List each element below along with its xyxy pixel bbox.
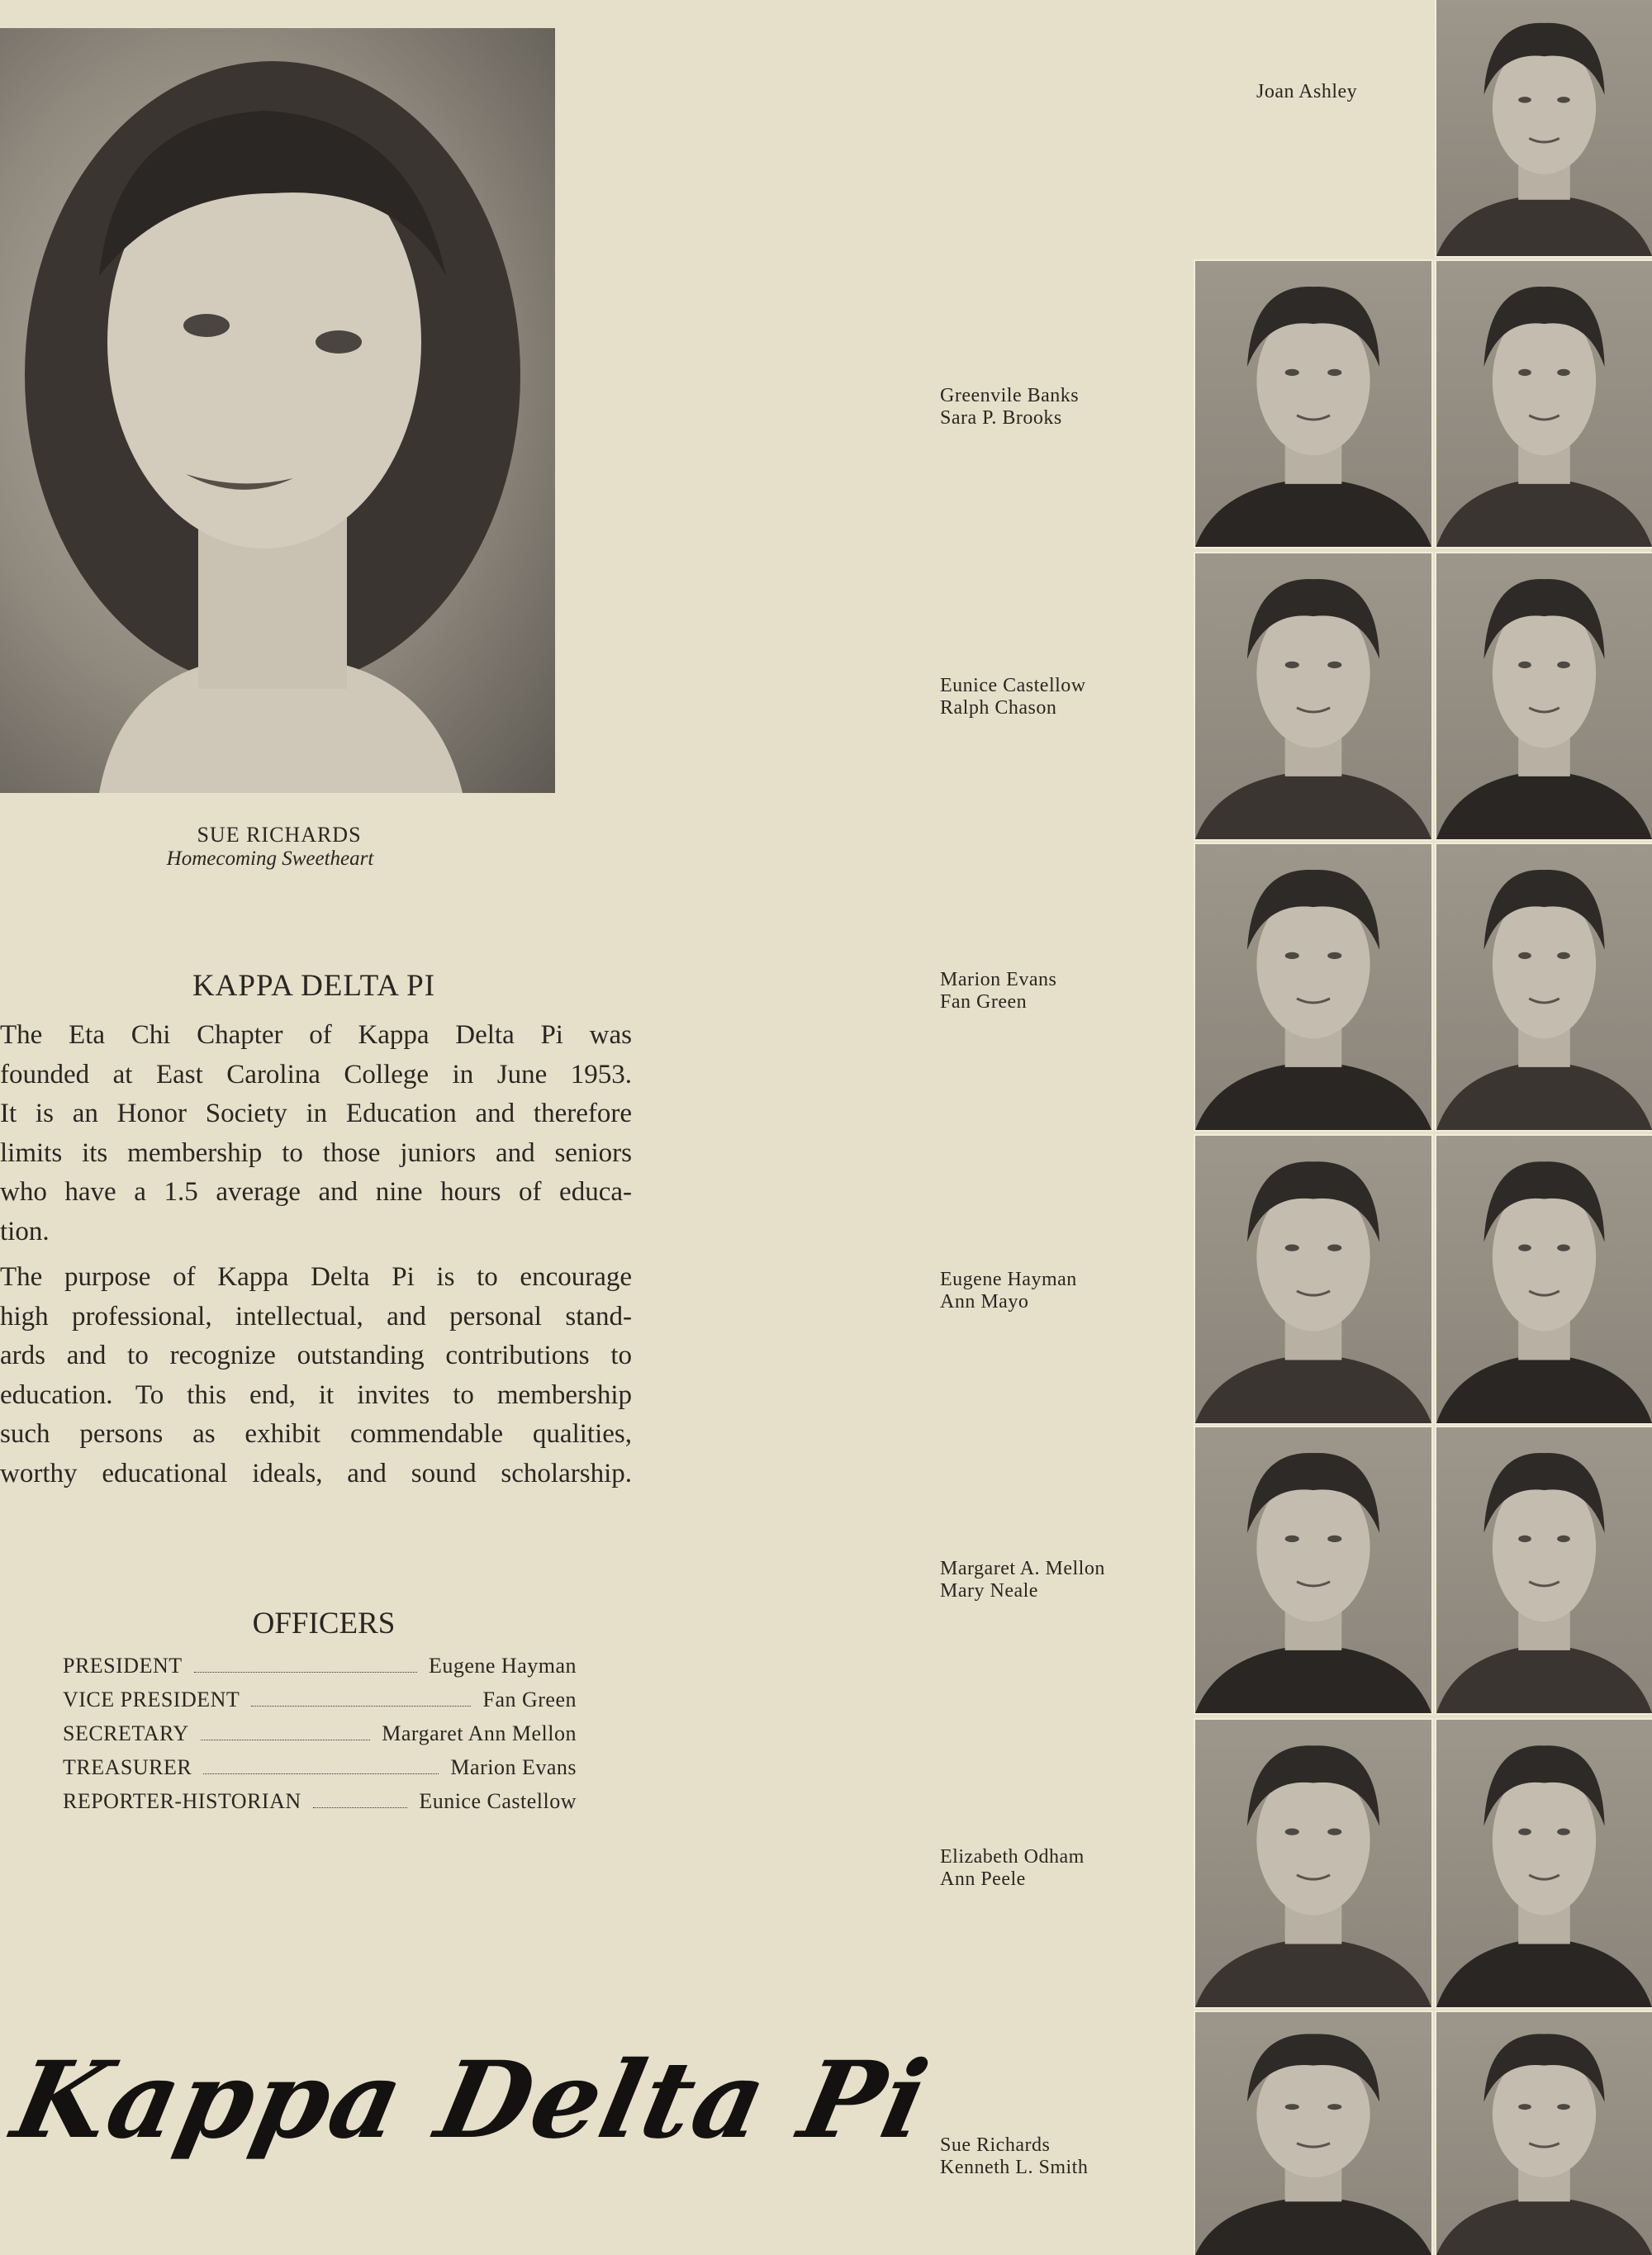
paragraph-line: tion.: [0, 1216, 50, 1246]
member-portrait: [1436, 1136, 1652, 1423]
member-name: Ann Peele: [940, 1868, 1026, 1890]
member-portrait: [1195, 1136, 1431, 1423]
paragraph-history: [0, 1016, 632, 1251]
member-name-pair: [940, 385, 1079, 430]
member-name-pair: [940, 1846, 1085, 1891]
paragraph-purpose: [0, 1258, 632, 1493]
member-portrait: [1195, 2012, 1431, 2255]
member-name-pair: [940, 2134, 1088, 2179]
member-name: Greenvile Banks: [940, 385, 1080, 406]
leader-dots: [203, 1773, 439, 1774]
page-title: Kappa Delta Pi: [3, 2039, 940, 2162]
officer-row: [63, 1755, 577, 1789]
officer-name: Fan Green: [482, 1688, 577, 1711]
member-portrait: [1436, 844, 1652, 1130]
member-name: Sue Richards: [940, 2134, 1051, 2156]
officer-name: Marion Evans: [450, 1755, 577, 1779]
member-name: Margaret A. Mellon: [940, 1558, 1105, 1579]
member-portrait: [1195, 261, 1431, 547]
paragraph-line: limits its membership to those juniors and seniors: [0, 1137, 632, 1168]
officer-role: REPORTER-HISTORIAN: [63, 1789, 301, 1813]
member-portrait: [1195, 1720, 1431, 2007]
paragraph-line: education. To this end, it invites to membership: [0, 1379, 632, 1410]
officer-role: SECRETARY: [63, 1721, 189, 1745]
member-name: Marion Evans: [940, 969, 1057, 990]
officer-name: Eunice Castellow: [419, 1789, 577, 1813]
member-name: Eunice Castellow: [940, 675, 1086, 696]
officer-role: VICE PRESIDENT: [63, 1688, 240, 1711]
officer-role: TREASURER: [63, 1755, 192, 1779]
member-name-pair: [940, 675, 1086, 719]
member-portrait: [1436, 553, 1652, 839]
member-name: Elizabeth Odham: [940, 1846, 1085, 1868]
officers-heading: OFFICERS: [252, 1607, 396, 1640]
member-name: Ralph Chason: [940, 697, 1057, 719]
member-name: Fan Green: [940, 991, 1028, 1013]
member-name-pair: [940, 969, 1056, 1014]
feature-portrait: [0, 28, 555, 793]
member-portrait: [1436, 0, 1652, 256]
paragraph-line: The purpose of Kappa Delta Pi is to encourage: [0, 1262, 632, 1292]
member-name-pair: [940, 1558, 1105, 1602]
officer-name: Eugene Hayman: [428, 1654, 577, 1678]
paragraph-line: such persons as exhibit commendable qualities,: [0, 1419, 632, 1449]
officer-row: [63, 1654, 577, 1688]
paragraph-line: worthy educational ideals, and sound scholarship.: [0, 1458, 632, 1488]
paragraph-line: high professional, intellectual, and personal stand-: [0, 1301, 632, 1332]
member-portrait: [1436, 2012, 1652, 2255]
member-portrait: [1195, 553, 1431, 839]
section-heading: KAPPA DELTA PI: [192, 969, 436, 1003]
paragraph-line: founded at East Carolina College in June 1953.: [0, 1059, 632, 1090]
member-name: Ann Mayo: [940, 1291, 1029, 1313]
officer-row: [63, 1789, 577, 1823]
member-name: Mary Neale: [940, 1580, 1038, 1602]
paragraph-line: who have a 1.5 average and nine hours of educa-: [0, 1177, 632, 1207]
officers-list: [63, 1654, 577, 1823]
member-portrait: [1195, 844, 1431, 1130]
officer-row: [63, 1721, 577, 1755]
feature-title: Homecoming Sweetheart: [166, 847, 374, 870]
feature-name: SUE RICHARDS: [197, 823, 362, 847]
member-portrait: [1195, 1427, 1431, 1713]
leader-dots: [194, 1672, 417, 1673]
paragraph-line: ards and to recognize outstanding contributions to: [0, 1341, 632, 1370]
member-portrait: [1436, 1427, 1652, 1713]
leader-dots: [251, 1706, 471, 1707]
paragraph-line: It is an Honor Society in Education and therefore: [0, 1099, 632, 1128]
officer-role: PRESIDENT: [63, 1654, 183, 1678]
paragraph-line: The Eta Chi Chapter of Kappa Delta Pi was: [0, 1020, 632, 1050]
officer-row: [63, 1688, 577, 1721]
leader-dots: [313, 1807, 408, 1808]
member-name: Eugene Hayman: [940, 1269, 1077, 1290]
member-name: Kenneth L. Smith: [940, 2157, 1089, 2178]
member-name: Sara P. Brooks: [940, 407, 1062, 429]
member-name-pair: [940, 1269, 1077, 1313]
member-name: Joan Ashley: [1256, 81, 1358, 102]
member-portrait: [1436, 261, 1652, 547]
member-portrait: [1436, 1720, 1652, 2007]
officer-name: Margaret Ann Mellon: [382, 1721, 577, 1745]
